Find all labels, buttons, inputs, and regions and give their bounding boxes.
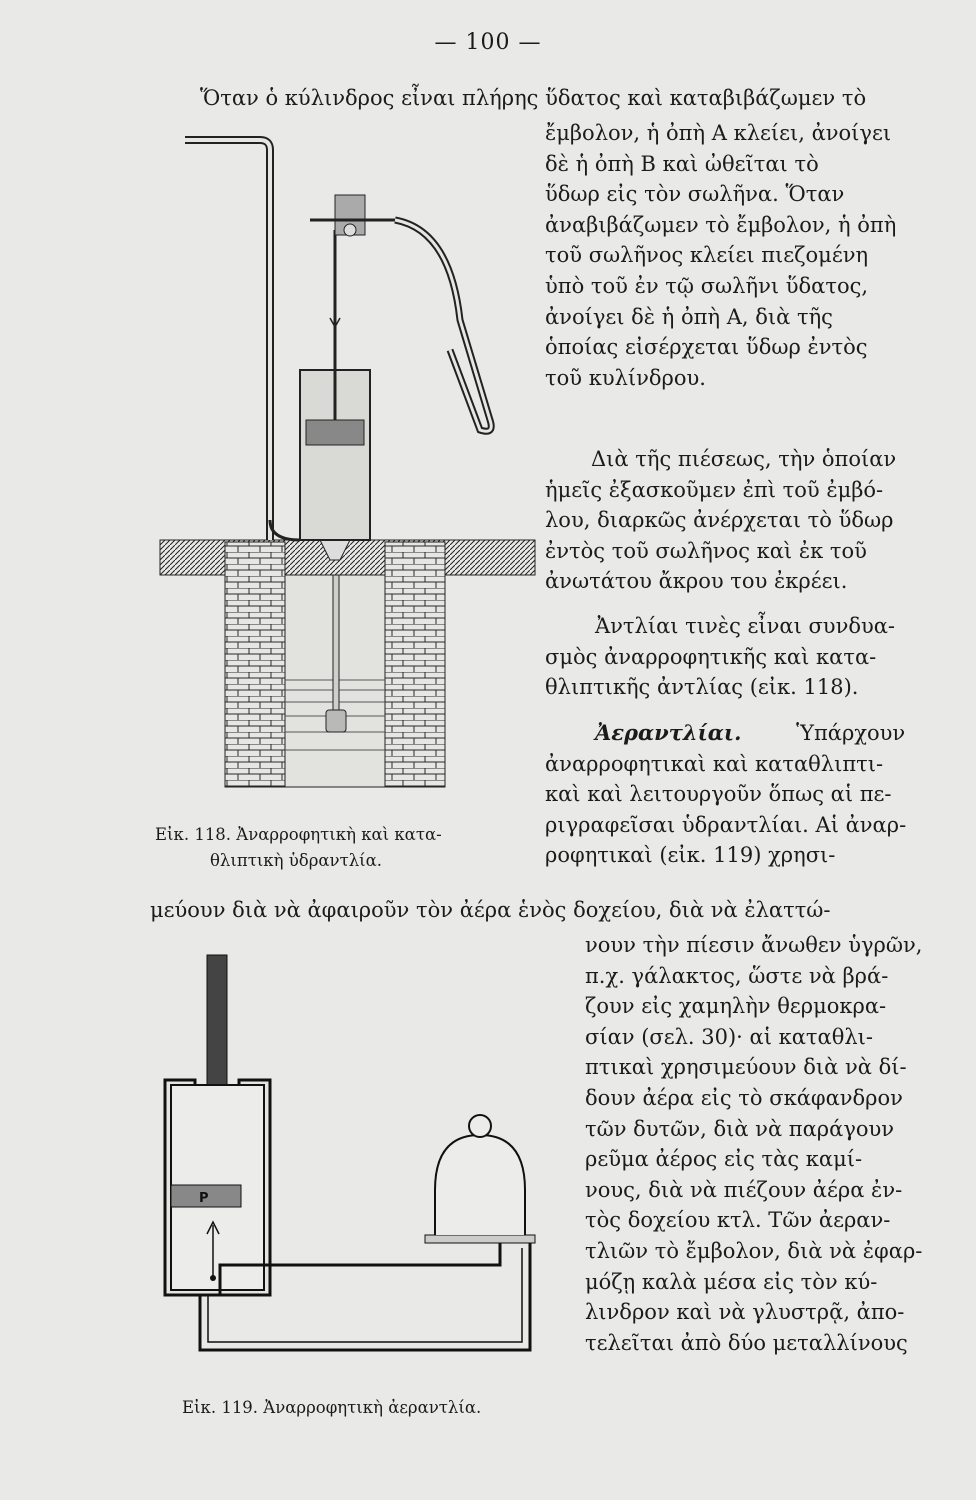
figure-118-caption-line1: Εἰκ. 118. Ἀναρροφητικὴ καὶ κατα- bbox=[155, 825, 442, 844]
text-line: ἐντὸς τοῦ σωλῆνος καὶ ἐκ τοῦ bbox=[545, 538, 867, 563]
text-line: ρεῦμα ἀέρος εἰς τὰς καμί- bbox=[585, 1147, 863, 1172]
figure-118-caption-line2: θλιπτικὴ ὑδραντλία. bbox=[210, 851, 383, 870]
text-line: λινδρον καὶ νὰ γλυστρᾷ, ἀπο- bbox=[585, 1300, 905, 1325]
text-line: π.χ. γάλακτος, ὥστε νὰ βρά- bbox=[585, 963, 889, 988]
text-line: σμὸς ἀναρροφητικῆς καὶ κατα- bbox=[545, 644, 877, 669]
text-line: νουν τὴν πίεσιν ἄνωθεν ὑγρῶν, bbox=[585, 933, 923, 957]
text-line: Διὰ τῆς πιέσεως, τὴν ὁποίαν bbox=[591, 447, 897, 471]
text-line: τὸς δοχείου κτλ. Τῶν ἀεραν- bbox=[585, 1208, 891, 1233]
full-width-line: μεύουν διὰ νὰ ἀφαιροῦν τὸν ἀέρα ἑνὸς δοχείου, διὰ νὰ ἐλαττώ- bbox=[150, 898, 831, 922]
text-line: τελεῖται ἀπὸ δύο μεταλλίνους bbox=[585, 1330, 908, 1355]
text-line: ὁποίας εἰσέρχεται ὕδωρ ἐντὸς bbox=[545, 335, 868, 360]
figure-119-caption: Εἰκ. 119. Ἀναρροφητικὴ ἀεραντλία. bbox=[182, 1398, 482, 1417]
paragraph-first-line: Ὅταν ὁ κύλινδρος εἶναι πλήρης ὕδατος καὶ καταβιβάζωμεν τὸ bbox=[200, 86, 867, 110]
text-line: ἀνωτάτου ἄκρου του ἐκρέει. bbox=[545, 569, 848, 594]
text-line: ὑπὸ τοῦ ἐν τῷ σωλῆνι ὕδατος, bbox=[545, 273, 869, 298]
text-line: δὲ ἡ ὀπὴ Β καὶ ὠθεῖται τὸ bbox=[545, 151, 819, 176]
text-line: ἔμβολον, ἡ ὀπὴ Α κλείει, ἀνοίγει bbox=[545, 121, 892, 145]
figure-118-pump-illustration bbox=[150, 120, 545, 800]
text-line: ἀναβιβάζωμεν τὸ ἔμβολον, ἡ ὀπὴ bbox=[545, 212, 897, 237]
text-line: ἀναρροφητικαὶ καὶ καταθλιπτι- bbox=[545, 751, 884, 776]
text-line: πτικαὶ χρησιμεύουν διὰ νὰ δί- bbox=[585, 1055, 907, 1080]
figure-119-air-pump-illustration bbox=[155, 950, 575, 1385]
text-line: ριγραφεῖσαι ὑδραντλίαι. Αἱ ἀναρ- bbox=[545, 812, 907, 837]
text-line: τοῦ κυλίνδρου. bbox=[545, 365, 706, 390]
text-line: σίαν (σελ. 30)· αἱ καταθλι- bbox=[585, 1024, 874, 1049]
text-line: λου, διαρκῶς ἀνέρχεται τὸ ὕδωρ bbox=[545, 508, 894, 533]
text-line: ζουν εἰς χαμηλὴν θερμοκρα- bbox=[585, 994, 887, 1019]
paragraph-pump-action bbox=[545, 118, 945, 393]
text-line: ὕδωρ εἰς τὸν σωλῆνα. Ὅταν bbox=[545, 182, 845, 207]
text-line: δουν ἀέρα εἰς τὸ σκάφανδρον bbox=[585, 1085, 903, 1110]
text-line: τοῦ σωλῆνος κλείει πιεζομένη bbox=[545, 243, 869, 268]
text-line: ἡμεῖς ἐξασκοῦμεν ἐπὶ τοῦ ἐμβό- bbox=[545, 477, 884, 502]
paragraph-combined-pumps bbox=[545, 611, 945, 703]
text-fragment: Ὑπάρχουν bbox=[796, 721, 906, 745]
page-number: — 100 — bbox=[434, 30, 542, 55]
text-line: νους, διὰ νὰ πιέζουν ἀέρα ἐν- bbox=[585, 1177, 903, 1202]
section-heading: Ἀεραντλίαι. bbox=[595, 720, 742, 745]
text-line: μόζῃ καλὰ μέσα εἰς τὸν κύ- bbox=[585, 1269, 878, 1294]
text-line: θλιπτικῆς ἀντλίας (εἰκ. 118). bbox=[545, 675, 859, 700]
text-line: τλιῶν τὸ ἔμβολον, διὰ νὰ ἐφαρ- bbox=[585, 1238, 923, 1263]
text-line: Ἀντλίαι τινὲς εἶναι συνδυα- bbox=[595, 614, 896, 638]
paragraph-pressure bbox=[545, 444, 945, 597]
paragraph-air-pumps bbox=[545, 718, 945, 871]
paragraph-air-pumps-cont bbox=[585, 930, 930, 1358]
piston-label: P bbox=[199, 1191, 209, 1206]
text-line: τῶν δυτῶν, διὰ νὰ παράγουν bbox=[585, 1116, 895, 1141]
text-line: καὶ καὶ λειτουργοῦν ὅπως αἱ πε- bbox=[545, 782, 892, 807]
text-line: ἀνοίγει δὲ ἡ ὀπὴ Α, διὰ τῆς bbox=[545, 304, 833, 329]
text-line: ροφητικαὶ (εἰκ. 119) χρησι- bbox=[545, 843, 836, 868]
